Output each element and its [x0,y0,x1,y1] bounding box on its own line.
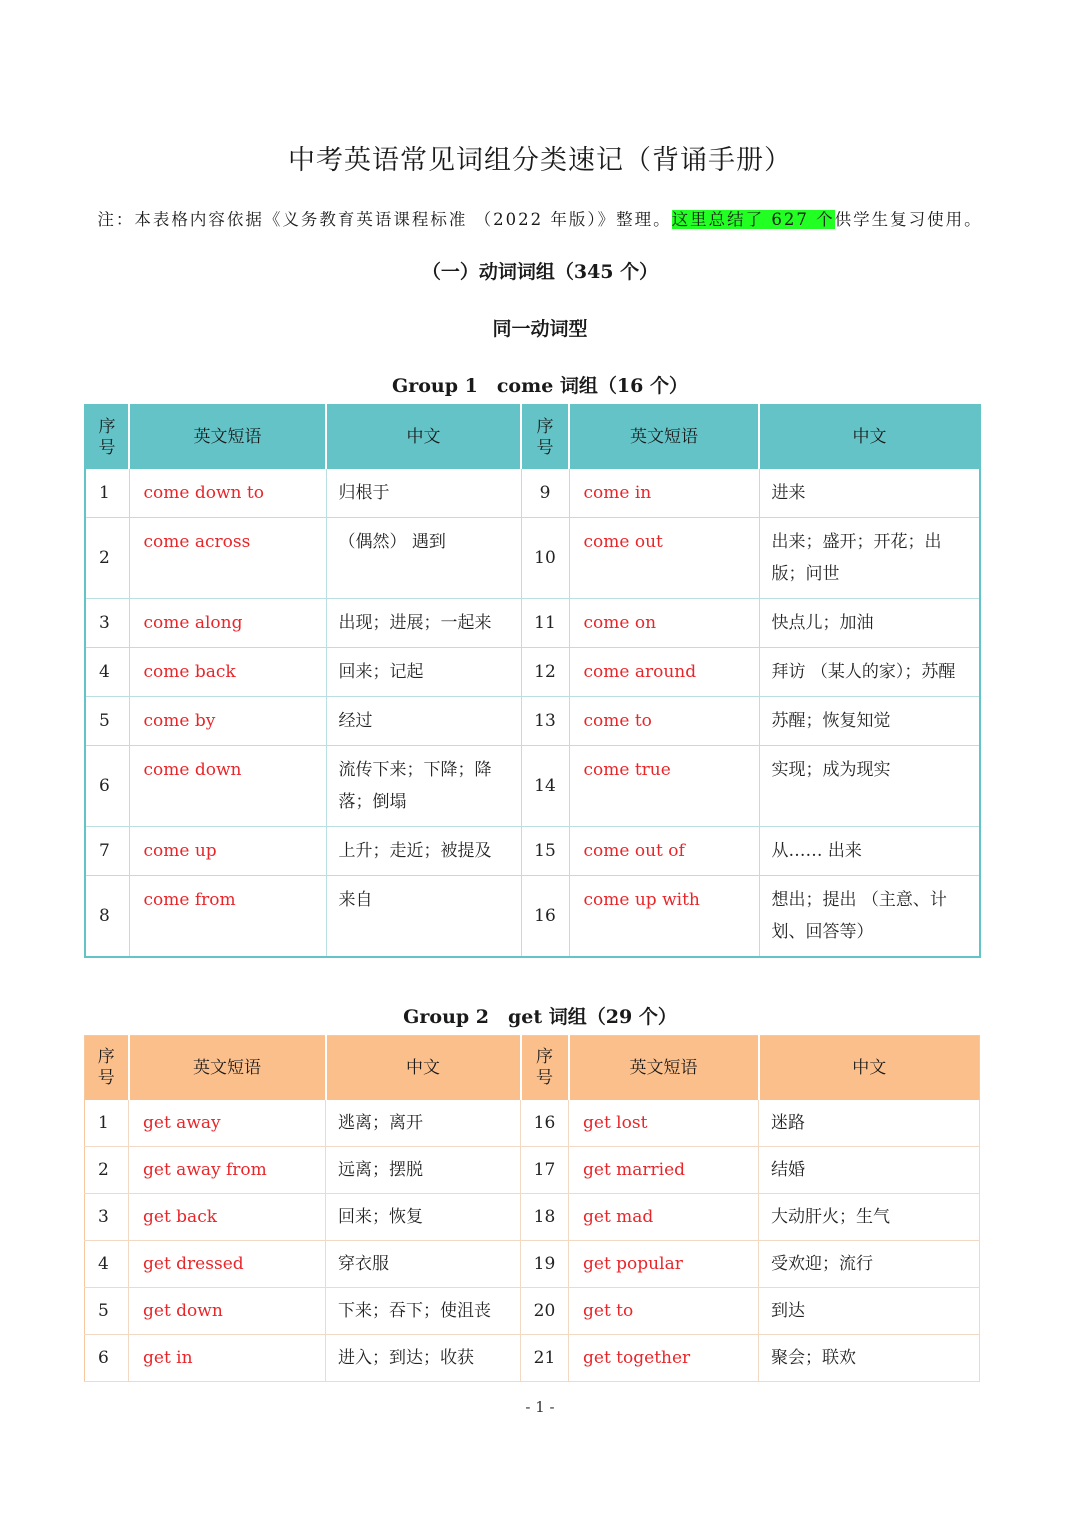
row-number: 5 [85,1287,129,1334]
phrase-english: come back [129,648,326,697]
group1-title: Group 1 come 词组（16 个） [392,375,688,397]
header-num: 序号 [521,1036,569,1100]
phrase-english: come up with [569,876,759,958]
row-number: 8 [85,876,129,958]
row-number: 3 [85,599,129,648]
phrase-english: get down [129,1287,326,1334]
table-row [85,1287,980,1334]
phrase-chinese: 出来；盛开；开花；出版；问世 [759,518,980,599]
row-number: 9 [521,469,569,518]
phrase-chinese: 远离；摆脱 [326,1146,521,1193]
row-number: 10 [521,518,569,599]
phrase-chinese: 大动肝火；生气 [759,1193,980,1240]
table-row [85,1193,980,1240]
phrase-chinese: （偶然） 遇到 [326,518,521,599]
phrase-english: come out [569,518,759,599]
table-header-row [85,405,980,469]
row-number: 21 [521,1334,569,1381]
phrase-chinese: 拜访 （某人的家）；苏醒 [759,648,980,697]
section-title: （一）动词词组（345 个） [421,261,659,283]
group2-table [84,1035,980,1382]
row-number: 16 [521,1100,569,1147]
phrase-chinese: 快点儿；加油 [759,599,980,648]
phrase-chinese: 回来；恢复 [326,1193,521,1240]
phrase-chinese: 上升；走近；被提及 [326,827,521,876]
phrase-chinese: 想出；提出 （主意、计划、回答等） [759,876,980,958]
phrase-english: come out of [569,827,759,876]
header-chinese: 中文 [326,405,521,469]
phrase-chinese: 逃离；离开 [326,1100,521,1147]
row-number: 1 [85,1100,129,1147]
subsection-title: 同一动词型 [492,318,588,340]
group2-title: Group 2 get 词组（29 个） [403,1006,677,1028]
row-number: 11 [521,599,569,648]
table-row [85,746,980,827]
row-number: 3 [85,1193,129,1240]
table-row [85,1100,980,1147]
row-number: 1 [85,469,129,518]
row-number: 17 [521,1146,569,1193]
phrase-chinese: 进来 [759,469,980,518]
phrase-english: come from [129,876,326,958]
header-english: 英文短语 [569,1036,759,1100]
header-num: 序号 [85,405,129,469]
phrase-english: come along [129,599,326,648]
phrase-chinese: 苏醒；恢复知觉 [759,697,980,746]
phrase-english: get together [569,1334,759,1381]
note-highlight: 这里总结了 627 个 [671,210,835,229]
phrase-chinese: 迷路 [759,1100,980,1147]
phrase-english: get lost [569,1100,759,1147]
header-num: 序号 [85,1036,129,1100]
phrase-english: get in [129,1334,326,1381]
table-row [85,827,980,876]
phrase-english: come up [129,827,326,876]
phrase-english: come by [129,697,326,746]
table-row [85,648,980,697]
phrase-chinese: 受欢迎；流行 [759,1240,980,1287]
row-number: 20 [521,1287,569,1334]
row-number: 15 [521,827,569,876]
row-number: 2 [85,1146,129,1193]
phrase-chinese: 聚会；联欢 [759,1334,980,1381]
phrase-chinese: 回来；记起 [326,648,521,697]
row-number: 6 [85,746,129,827]
row-number: 4 [85,1240,129,1287]
row-number: 12 [521,648,569,697]
phrase-chinese: 实现；成为现实 [759,746,980,827]
phrase-chinese: 从…… 出来 [759,827,980,876]
phrase-english: come true [569,746,759,827]
note-text-end: 供学生复习使用。 [834,210,983,229]
table-row [85,1240,980,1287]
phrase-english: come around [569,648,759,697]
phrase-english: come across [129,518,326,599]
row-number: 7 [85,827,129,876]
phrase-chinese: 下来；吞下；使沮丧 [326,1287,521,1334]
header-chinese: 中文 [852,427,887,448]
phrase-chinese: 归根于 [326,469,521,518]
phrase-english: get mad [569,1193,759,1240]
table-row [85,518,980,599]
header-chinese: 中文 [852,1057,887,1078]
phrase-chinese: 流传下来；下降；降落；倒塌 [326,746,521,827]
phrase-chinese: 结婚 [759,1146,980,1193]
row-number: 4 [85,648,129,697]
phrase-english: come down to [129,469,326,518]
phrase-english: come down [129,746,326,827]
table-row [85,599,980,648]
row-number: 19 [521,1240,569,1287]
table-row [85,697,980,746]
header-chinese: 中文 [326,1036,521,1100]
phrase-chinese: 经过 [326,697,521,746]
row-number: 18 [521,1193,569,1240]
header-english: 英文短语 [129,1036,326,1100]
phrase-chinese: 来自 [326,876,521,958]
phrase-english: get married [569,1146,759,1193]
phrase-english: get to [569,1287,759,1334]
document-title: 中考英语常见词组分类速记（背诵手册） [288,145,792,176]
group1-table [84,404,981,958]
table-row [85,876,980,958]
phrase-chinese: 进入；到达；收获 [326,1334,521,1381]
row-number: 14 [521,746,569,827]
phrase-english: come to [569,697,759,746]
header-english: 英文短语 [569,405,759,469]
phrase-chinese: 穿衣服 [326,1240,521,1287]
phrase-english: get popular [569,1240,759,1287]
table-row [85,1334,980,1381]
phrase-english: come in [569,469,759,518]
table-row [85,469,980,518]
phrase-english: get away [129,1100,326,1147]
note-line [0,206,1080,230]
phrase-english: come on [569,599,759,648]
row-number: 6 [85,1334,129,1381]
table-header-row [85,1036,980,1100]
row-number: 2 [85,518,129,599]
phrase-chinese: 出现；进展；一起来 [326,599,521,648]
header-english: 英文短语 [129,405,326,469]
row-number: 16 [521,876,569,958]
phrase-english: get back [129,1193,326,1240]
phrase-chinese: 到达 [759,1287,980,1334]
phrase-english: get away from [129,1146,326,1193]
table-row [85,1146,980,1193]
header-num: 序号 [521,405,569,469]
phrase-english: get dressed [129,1240,326,1287]
note-text: 注：本表格内容依据《义务教育英语课程标准 （2022 年版）》整理。 [97,210,672,229]
row-number: 13 [521,697,569,746]
page-number: - 1 - [525,1398,555,1416]
row-number: 5 [85,697,129,746]
